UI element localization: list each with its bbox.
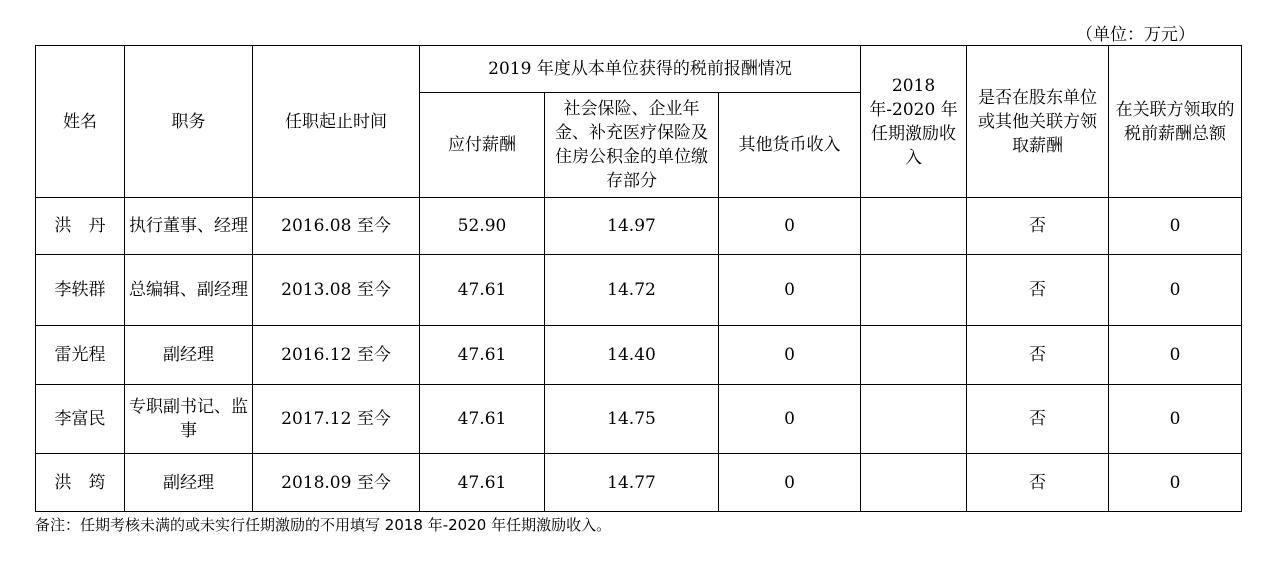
cell-incentive (861, 385, 967, 454)
cell-other: 0 (719, 255, 861, 326)
header-shareholder: 是否在股东单位或其他关联方领取薪酬 (967, 46, 1109, 198)
cell-position: 副经理 (125, 326, 253, 385)
cell-position: 总编辑、副经理 (125, 255, 253, 326)
cell-name: 洪 丹 (36, 198, 125, 255)
salary-table (35, 45, 1242, 512)
cell-related: 0 (1109, 255, 1242, 326)
cell-shareholder: 否 (967, 454, 1109, 512)
cell-shareholder: 否 (967, 385, 1109, 454)
cell-related: 0 (1109, 326, 1242, 385)
table-row (36, 454, 1242, 512)
cell-incentive (861, 198, 967, 255)
cell-tenure: 2017.12 至今 (253, 385, 420, 454)
cell-social: 14.77 (545, 454, 719, 512)
cell-position: 副经理 (125, 454, 253, 512)
cell-incentive (861, 454, 967, 512)
header-position: 职务 (125, 46, 253, 198)
cell-other: 0 (719, 385, 861, 454)
cell-payable: 47.61 (420, 385, 545, 454)
header-tenure: 任职起止时间 (253, 46, 420, 198)
header-name: 姓名 (36, 46, 125, 198)
cell-tenure: 2013.08 至今 (253, 255, 420, 326)
header-incentive: 2018 年-2020 年任期激励收入 (861, 46, 967, 198)
header-social: 社会保险、企业年金、补充医疗保险及住房公积金的单位缴存部分 (545, 93, 719, 198)
cell-social: 14.97 (545, 198, 719, 255)
cell-tenure: 2016.08 至今 (253, 198, 420, 255)
table-row (36, 385, 1242, 454)
cell-shareholder: 否 (967, 255, 1109, 326)
table-row (36, 255, 1242, 326)
cell-social: 14.72 (545, 255, 719, 326)
cell-other: 0 (719, 198, 861, 255)
cell-incentive (861, 255, 967, 326)
cell-shareholder: 否 (967, 326, 1109, 385)
cell-other: 0 (719, 454, 861, 512)
cell-tenure: 2018.09 至今 (253, 454, 420, 512)
header-2019-group: 2019 年度从本单位获得的税前报酬情况 (420, 46, 861, 93)
cell-name: 雷光程 (36, 326, 125, 385)
cell-name: 李轶群 (36, 255, 125, 326)
table-row (36, 198, 1242, 255)
header-related-total: 在关联方领取的税前薪酬总额 (1109, 46, 1242, 198)
header-payable: 应付薪酬 (420, 93, 545, 198)
cell-payable: 47.61 (420, 255, 545, 326)
cell-social: 14.40 (545, 326, 719, 385)
cell-related: 0 (1109, 454, 1242, 512)
cell-social: 14.75 (545, 385, 719, 454)
cell-payable: 52.90 (420, 198, 545, 255)
unit-label: （单位：万元） (1076, 25, 1195, 45)
cell-position: 执行董事、经理 (125, 198, 253, 255)
table-row (36, 326, 1242, 385)
cell-related: 0 (1109, 198, 1242, 255)
cell-related: 0 (1109, 385, 1242, 454)
cell-other: 0 (719, 326, 861, 385)
cell-shareholder: 否 (967, 198, 1109, 255)
cell-payable: 47.61 (420, 454, 545, 512)
cell-payable: 47.61 (420, 326, 545, 385)
cell-tenure: 2016.12 至今 (253, 326, 420, 385)
cell-incentive (861, 326, 967, 385)
cell-name: 李富民 (36, 385, 125, 454)
header-other-income: 其他货币收入 (719, 93, 861, 198)
cell-position: 专职副书记、监事 (125, 385, 253, 454)
cell-name: 洪 筠 (36, 454, 125, 512)
footnote: 备注：任期考核未满的或未实行任期激励的不用填写 2018 年-2020 年任期激励收入。 (35, 516, 612, 534)
